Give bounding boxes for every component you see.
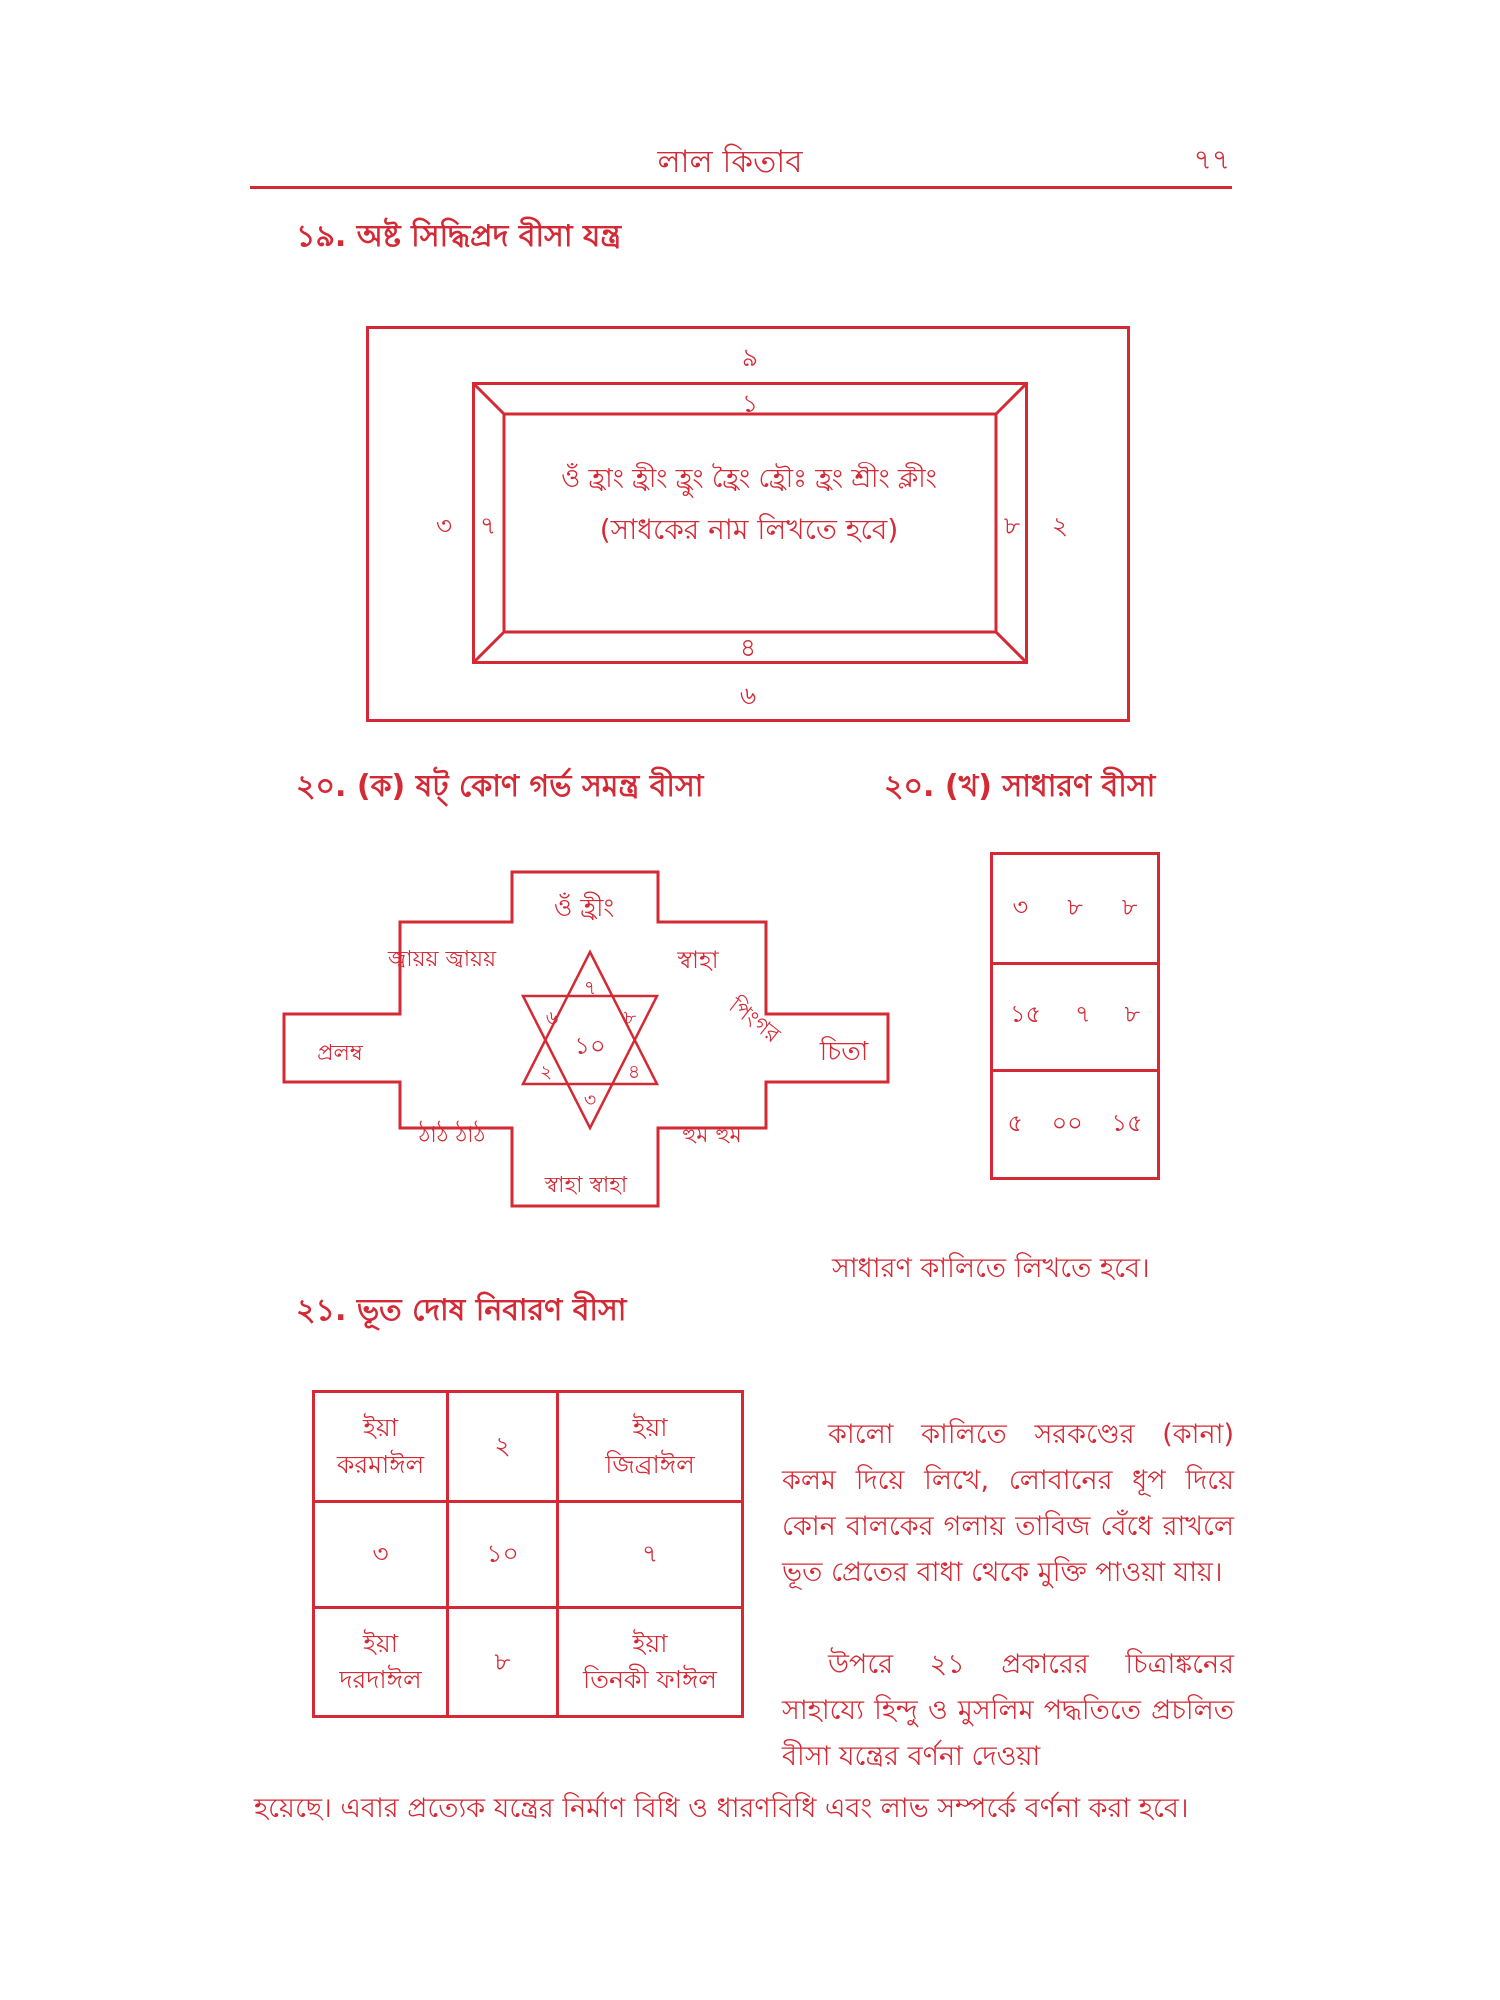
yantra19-note: (সাধকের নাম লিখতে হবে) bbox=[599, 513, 899, 546]
yantra19-inner-bottom: ৪ bbox=[739, 633, 757, 662]
star-lower-left: ২ bbox=[539, 1061, 553, 1083]
yantra19-inner-left: ৭ bbox=[479, 511, 497, 540]
body-paragraph-1: কালো কালিতে সরকণ্ডের (কানা) কলম দিয়ে লিখে, লোবানের ধূপ দিয়ে কোন বালকের গলায় তাবিজ বেঁধে রাখলে ভূত প্রেতের বাধা থেকে মুক্তি পাওয়া যায়। bbox=[782, 1419, 1234, 1588]
yantra21-cell: ইয়া দরদাঈল bbox=[339, 1628, 422, 1694]
page-number: ৭৭ bbox=[1193, 143, 1230, 176]
lower-left-words: ঠাঠ ঠাঠ bbox=[418, 1123, 486, 1148]
star-center: ১০ bbox=[574, 1032, 606, 1060]
yantra20b-cell: ৮ bbox=[1067, 892, 1083, 921]
yantra19-mantra: ওঁ হ্রাং হ্রীং হ্রুং হ্রৈং হ্রৌঃ হ্রং শ্রীং ক্লীং bbox=[561, 464, 937, 494]
yantra19-outer-bottom: ৬ bbox=[739, 681, 757, 710]
right-arm-word: চিতা bbox=[819, 1037, 869, 1067]
yantra21-cell: ৭ bbox=[641, 1539, 659, 1569]
yantra20b-cell: ৭ bbox=[1074, 999, 1091, 1028]
yantra20b-row bbox=[993, 1072, 1157, 1177]
yantra21-grid bbox=[312, 1390, 744, 1718]
star-bottom: ৩ bbox=[583, 1089, 597, 1111]
body-paragraph-2-full: হয়েছে। এবার প্রত্যেক যন্ত্রের নির্মাণ বিধি ও ধারণবিধি এবং লাভ সম্পর্কে বর্ণনা করা হবে। bbox=[254, 1793, 1189, 1824]
yantra20a-heading: ২০. (ক) ষট্ কোণ গর্ভ সমন্ত্র বীসা bbox=[296, 769, 704, 804]
yantra19-outer-right: ২ bbox=[1051, 511, 1069, 540]
yantra21-cell: ১০ bbox=[486, 1539, 519, 1569]
yantra20b-cell: ১৫ bbox=[1111, 1108, 1143, 1137]
yantra20b-caption: সাধারণ কালিতে লিখতে হবে। bbox=[832, 1253, 1150, 1284]
yantra19-outer-left: ৩ bbox=[435, 511, 453, 540]
yantra20b-row bbox=[993, 962, 1157, 1072]
star-lower-right: ৪ bbox=[627, 1061, 641, 1083]
star-upper-left: ৬ bbox=[545, 1007, 559, 1029]
yantra21-cell: ৮ bbox=[494, 1646, 511, 1676]
star-upper-right: ৮ bbox=[623, 1007, 637, 1029]
star-top: ৭ bbox=[583, 977, 597, 999]
yantra20b-table bbox=[990, 852, 1160, 1180]
yantra21-cell: ইয়া তিনকী ফাঈল bbox=[583, 1628, 717, 1694]
yantra20b-cell: ০০ bbox=[1051, 1108, 1083, 1137]
yantra21-cell: ২ bbox=[494, 1431, 511, 1461]
yantra21-cell: ৩ bbox=[372, 1539, 389, 1569]
yantra19-inner-top: ১ bbox=[741, 389, 759, 418]
yantra19-outer-top: ৯ bbox=[741, 343, 759, 372]
yantra20b-cell: ৫ bbox=[1007, 1108, 1023, 1137]
upper-left-word-a: জ্বায়য় জ্বায়য় bbox=[387, 947, 497, 972]
yantra21-cell: ইয়া জিব্রাঈল bbox=[605, 1413, 695, 1479]
yantra20b-cell: ৩ bbox=[1012, 892, 1029, 921]
yantra21-cell: ইয়া করমাঈল bbox=[336, 1413, 425, 1479]
yantra20b-heading: ২০. (খ) সাধারণ বীসা bbox=[884, 769, 1156, 804]
yantra20b-row bbox=[993, 855, 1157, 965]
top-mantra: ওঁ হ্রীং bbox=[553, 893, 615, 922]
lower-right-words: হুম হুম bbox=[682, 1123, 742, 1148]
header-rule bbox=[250, 186, 1232, 189]
yantra19-inner-right: ৮ bbox=[1003, 511, 1021, 540]
yantra20b-cell: ৮ bbox=[1124, 999, 1141, 1028]
bottom-words: স্বাহা স্বাহা bbox=[544, 1173, 628, 1198]
yantra20b-cell: ৮ bbox=[1121, 892, 1138, 921]
left-arm-word: প্রলম্ব bbox=[317, 1041, 363, 1066]
upper-right-word: স্বাহা bbox=[677, 946, 719, 974]
yantra21-heading: ২১. ভূত দোষ নিবারণ বীসা bbox=[296, 1293, 627, 1328]
yantra20b-cell: ১৫ bbox=[1009, 999, 1042, 1028]
yantra20a-diagram bbox=[280, 866, 894, 1216]
diagonal-word: পিংগর bbox=[723, 993, 785, 1049]
running-title: লাল কিতাব bbox=[657, 144, 803, 180]
body-paragraph-2-side: উপরে ২১ প্রকারের চিত্রাঙ্কনের সাহায্যে হিন্দু ও মুসলিম পদ্ধতিতে প্রচলিত বীসা যন্ত্রের বর্ণনা দেওয়া bbox=[782, 1649, 1234, 1772]
yantra19-heading: ১৯. অষ্ট সিদ্ধিপ্রদ বীসা যন্ত্র bbox=[296, 219, 622, 254]
